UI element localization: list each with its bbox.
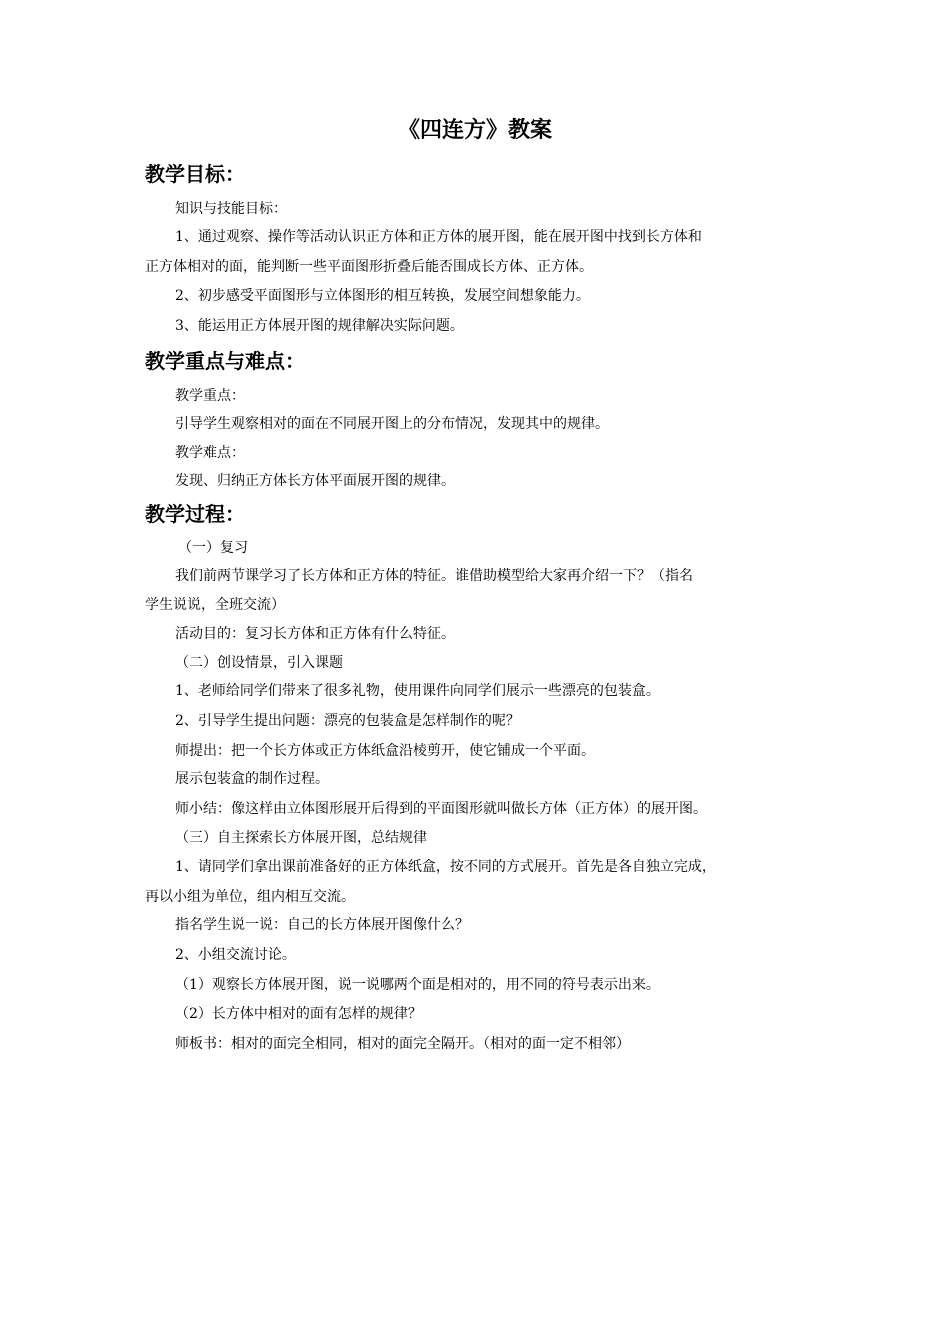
paragraph: （2）长方体中相对的面有怎样的规律？ (175, 1006, 422, 1022)
paragraph: 知识与技能目标： (175, 201, 287, 217)
paragraph: 1、请同学们拿出课前准备好的正方体纸盒，按不同的方式展开。首先是各自独立完成， (175, 859, 716, 875)
paragraph: 学生说说，全班交流） (145, 597, 285, 613)
paragraph: 2、小组交流讨论。 (175, 947, 296, 963)
paragraph: 教学重点： (175, 388, 245, 404)
paragraph: 展示包装盒的制作过程。 (175, 771, 329, 787)
paragraph: 正方体相对的面，能判断一些平面图形折叠后能否围成长方体、正方体。 (145, 259, 593, 275)
section-heading-key-points: 教学重点与难点： (145, 349, 305, 373)
paragraph: （一）复习 (178, 540, 248, 556)
paragraph: （二）创设情景，引入课题 (175, 655, 343, 671)
paragraph: 3、能运用正方体展开图的规律解决实际问题。 (175, 318, 464, 334)
paragraph: 教学难点： (175, 445, 245, 461)
paragraph: 指名学生说一说：自己的长方体展开图像什么？ (175, 917, 469, 933)
section-heading-process: 教学过程： (145, 502, 245, 526)
paragraph: 师小结：像这样由立体图形展开后得到的平面图形就叫做长方体（正方体）的展开图。 (175, 801, 707, 817)
paragraph: 师提出：把一个长方体或正方体纸盒沿棱剪开，使它铺成一个平面。 (175, 743, 595, 759)
paragraph: 2、初步感受平面图形与立体图形的相互转换，发展空间想象能力。 (175, 288, 590, 304)
paragraph: 2、引导学生提出问题：漂亮的包装盒是怎样制作的呢？ (175, 713, 520, 729)
paragraph: 1、通过观察、操作等活动认识正方体和正方体的展开图，能在展开图中找到长方体和 (175, 229, 702, 245)
paragraph: 师板书：相对的面完全相同，相对的面完全隔开。（相对的面一定不相邻） (175, 1036, 630, 1052)
paragraph: （三）自主探索长方体展开图，总结规律 (175, 830, 427, 846)
document-title: 《四连方》教案 (397, 118, 552, 143)
paragraph: 引导学生观察相对的面在不同展开图上的分布情况，发现其中的规律。 (175, 416, 609, 432)
paragraph: 再以小组为单位，组内相互交流。 (145, 889, 355, 905)
paragraph: 1、老师给同学们带来了很多礼物，使用课件向同学们展示一些漂亮的包装盒。 (175, 683, 660, 699)
paragraph: 发现、归纳正方体长方体平面展开图的规律。 (175, 473, 455, 489)
section-heading-objectives: 教学目标： (145, 162, 245, 186)
paragraph: 我们前两节课学习了长方体和正方体的特征。谁借助模型给大家再介绍一下？（指名 (175, 568, 693, 584)
paragraph: 活动目的：复习长方体和正方体有什么特征。 (175, 626, 455, 642)
paragraph: （1）观察长方体展开图，说一说哪两个面是相对的，用不同的符号表示出来。 (175, 977, 660, 993)
